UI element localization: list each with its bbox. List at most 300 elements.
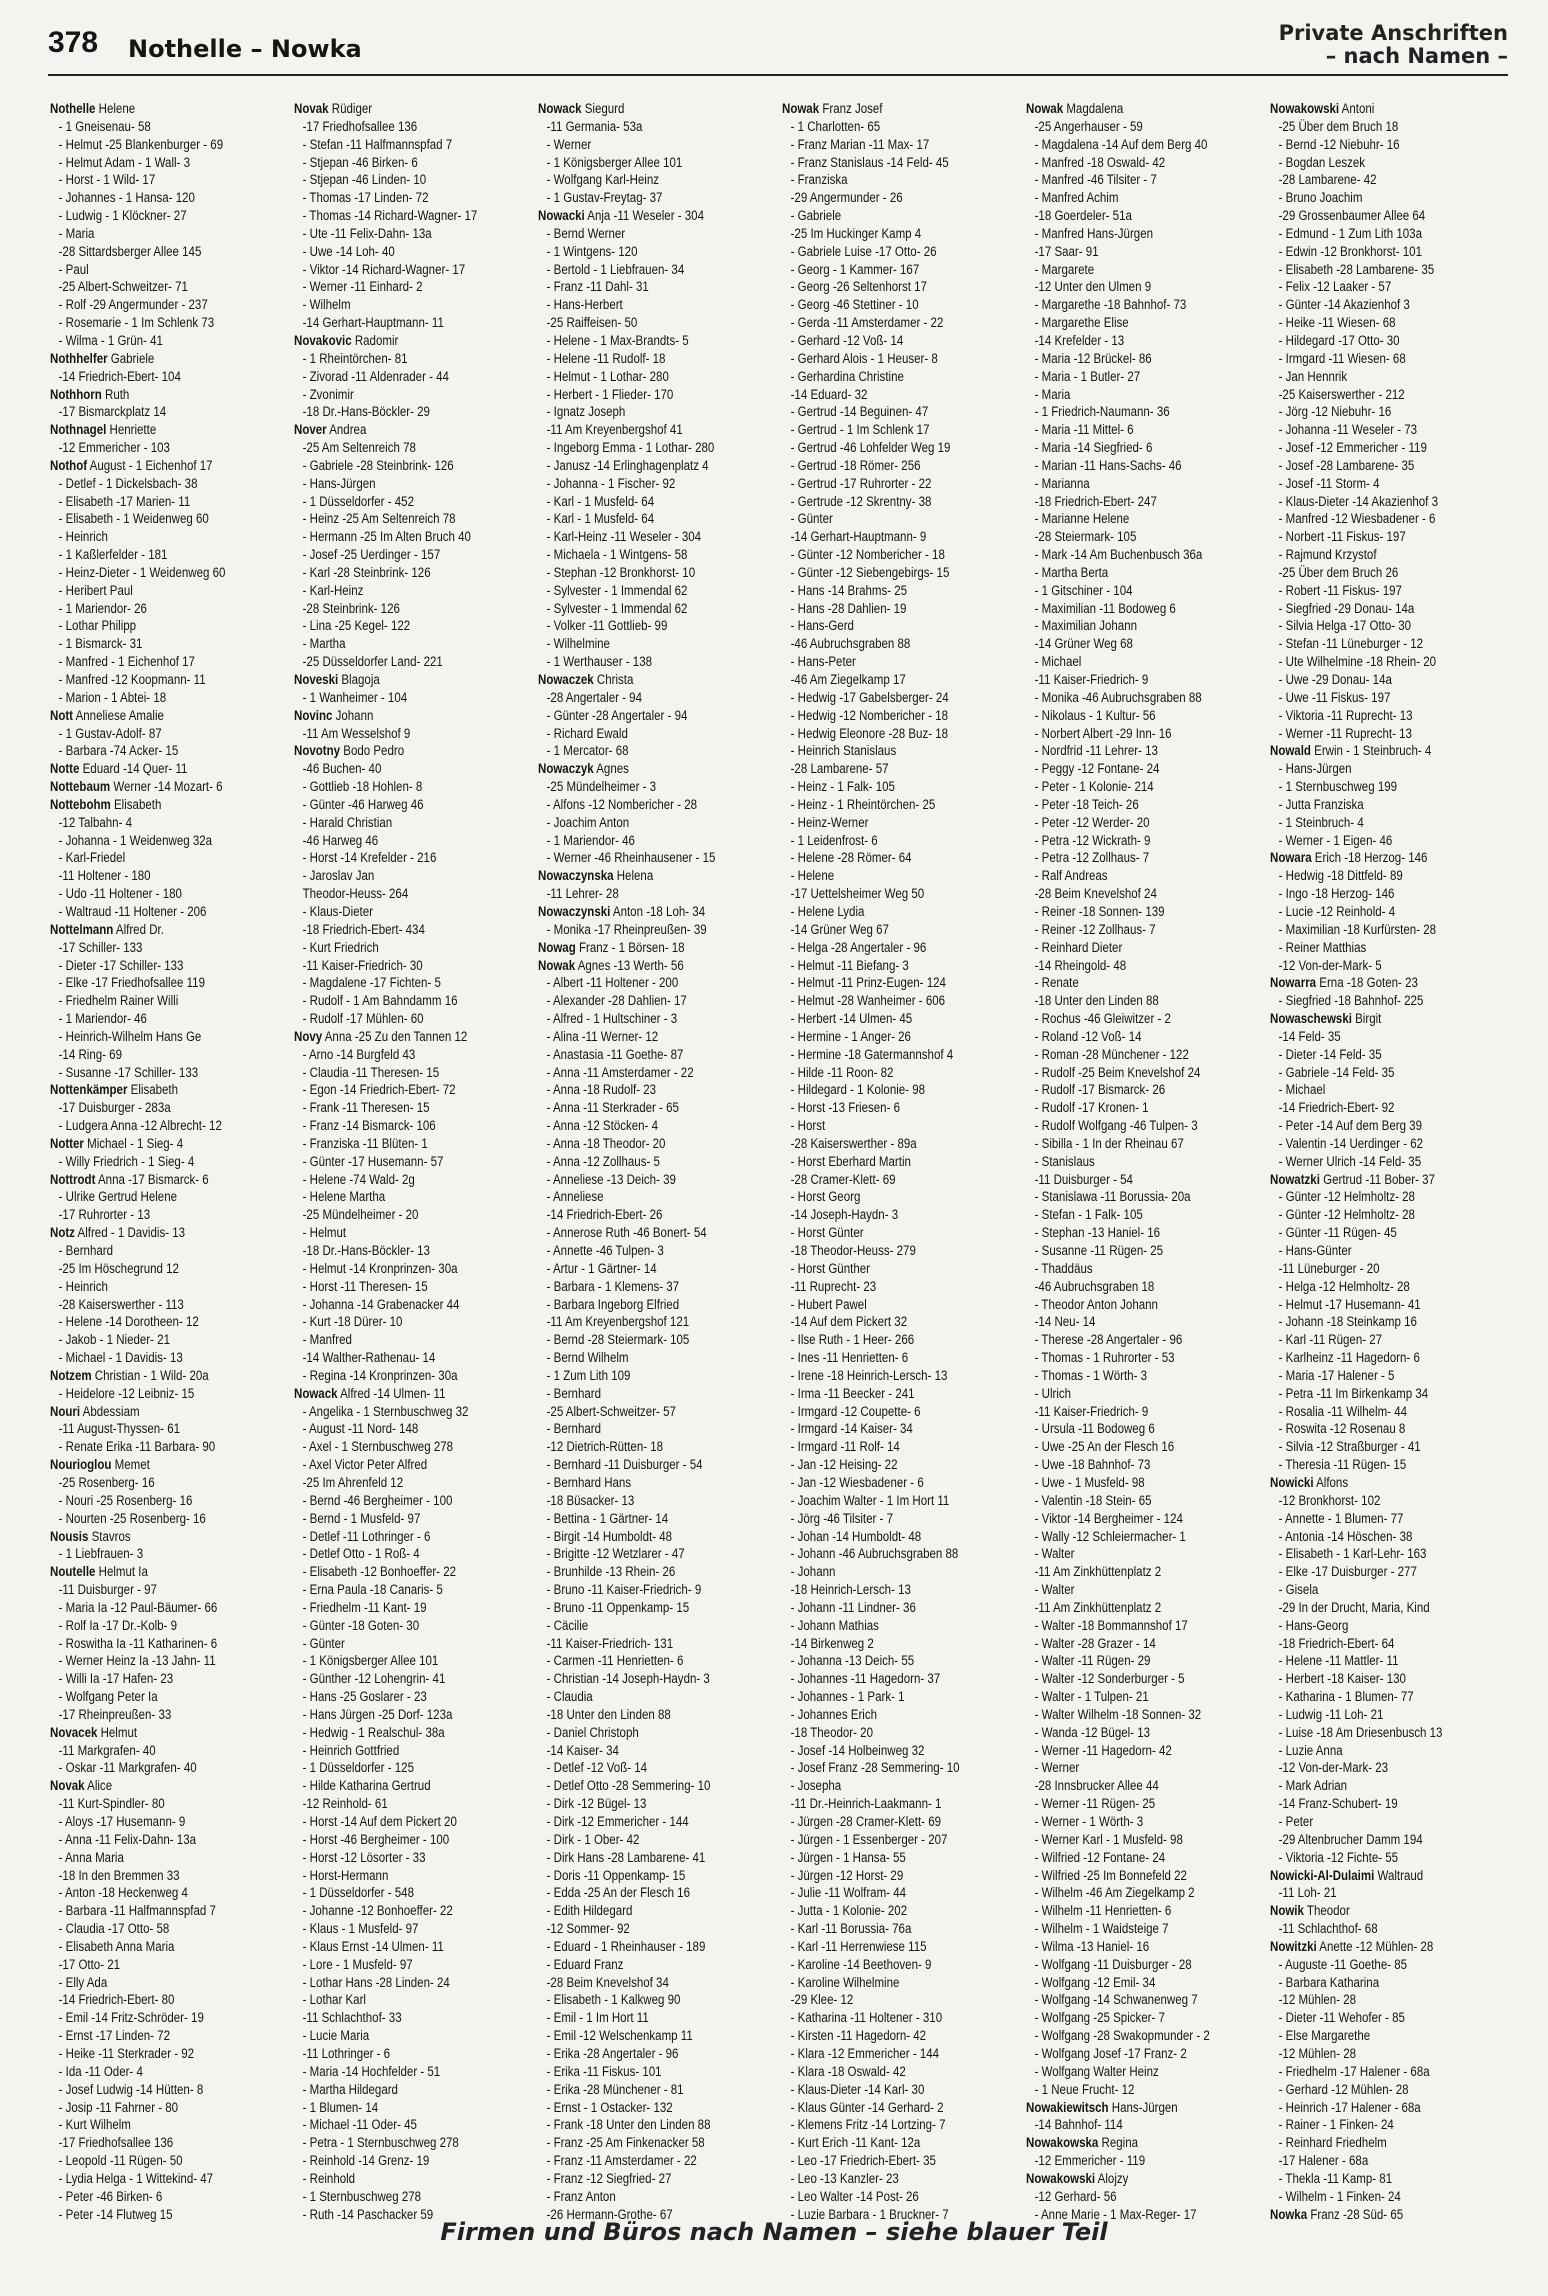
directory-subentry: - Leopold -11 Rügen- 50: [58, 2153, 183, 2169]
directory-subentry: -46 Buchen- 40: [302, 761, 382, 777]
directory-subentry: -14 Kaiser- 34: [546, 1742, 619, 1758]
directory-subentry: - Edith Hildegard: [546, 1903, 633, 1919]
directory-subentry: -18 Büsacker- 13: [546, 1492, 635, 1508]
directory-subentry: - Arno -14 Burgfeld 43: [302, 1046, 416, 1062]
directory-subentry: - Helene Lydia: [790, 903, 865, 919]
directory-subentry: - 1 Wanheimer - 104: [302, 689, 408, 705]
directory-subentry: - Johannes Erich: [790, 1706, 878, 1722]
directory-subentry: - Hildegard - 1 Kolonie- 98: [790, 1082, 926, 1098]
directory-subentry: - Emil - 1 Im Hort 11: [546, 2010, 649, 2026]
directory-subentry: - Karl -28 Steinbrink- 126: [302, 564, 431, 580]
directory-entry: [1270, 1867, 1468, 1885]
directory-subentry: -11 Dr.-Heinrich-Laakmann- 1: [790, 1796, 942, 1812]
directory-subentry: - Günter -18 Goten- 30: [302, 1617, 420, 1633]
column-2: [294, 100, 492, 2222]
directory-subentry: - Josepha: [790, 1778, 842, 1794]
directory-subentry: - 1 Blumen- 14: [302, 2099, 379, 2115]
directory-subentry: - Viktoria -11 Ruprecht- 13: [1278, 707, 1413, 723]
surname: Nowaczyk: [538, 761, 594, 777]
directory-subentry: -14 Birkenweg 2: [790, 1635, 874, 1651]
directory-subentry: - Helene: [790, 868, 835, 884]
directory-subentry: - Georg -46 Stettiner - 10: [790, 297, 919, 313]
directory-subentry: -12 Gerhard- 56: [1034, 2188, 1117, 2204]
directory-subentry: - Helene - 1 Max-Brandts- 5: [546, 332, 689, 348]
directory-subentry: - Peter -46 Birken- 6: [58, 2188, 163, 2204]
directory-subentry: - Karl - 1 Musfeld- 64: [546, 511, 655, 527]
directory-subentry: -12 Mühlen- 28: [1278, 2045, 1357, 2061]
directory-subentry: - Marianna: [1034, 475, 1090, 491]
directory-entry: [538, 671, 736, 689]
directory-subentry: -14 Franz-Schubert- 19: [1278, 1796, 1398, 1812]
directory-entry: [294, 742, 492, 760]
directory-subentry: - Richard Ewald: [546, 725, 628, 741]
directory-subentry: - Wolfgang -12 Emil- 34: [1034, 1974, 1156, 1990]
directory-subentry: - Helmut Adam - 1 Wall- 3: [58, 154, 191, 170]
directory-subentry: - Maria: [58, 225, 95, 241]
entry-details: Erich -18 Herzog- 146: [1311, 850, 1428, 866]
surname: Nowicki-Al-Dulaimi: [1270, 1867, 1375, 1883]
directory-subentry: - Brunhilde -13 Rhein- 26: [546, 1564, 676, 1580]
directory-subentry: - Horst -11 Theresen- 15: [302, 1278, 428, 1294]
directory-subentry: -28 Lambarene- 42: [1278, 172, 1377, 188]
directory-subentry: - Elisabeth - 1 Kalkweg 90: [546, 1992, 681, 2008]
directory-subentry: - Bruno -11 Kaiser-Friedrich- 9: [546, 1582, 702, 1598]
directory-subentry: - Herbert - 1 Flieder- 170: [546, 386, 674, 402]
directory-subentry: - Johann: [790, 1564, 836, 1580]
directory-subentry: - Manfred Hans-Jürgen: [1034, 225, 1154, 241]
directory-subentry: - Herbert -14 Ulmen- 45: [790, 1011, 913, 1027]
directory-subentry: - Luzie Anna: [1278, 1742, 1343, 1758]
directory-subentry: - Udo -11 Holtener - 180: [58, 886, 182, 902]
surname: Novakovic: [294, 332, 352, 348]
directory-subentry: -29 Angermunder - 26: [790, 190, 903, 206]
surname: Nouri: [50, 1403, 81, 1419]
directory-subentry: - Valentin -18 Stein- 65: [1034, 1492, 1152, 1508]
directory-subentry: -25 Albert-Schweitzer- 71: [58, 279, 188, 295]
directory-subentry: - Uwe -29 Donau- 14a: [1278, 672, 1392, 687]
directory-subentry: - Friedhelm Rainer Willi: [58, 993, 179, 1009]
directory-subentry: - Wolfgang Peter Ia: [58, 1689, 158, 1705]
directory-subentry: - Siegfried -18 Bahnhof- 225: [1278, 993, 1424, 1009]
entry-details: Regina: [1098, 2135, 1139, 2151]
directory-subentry: -18 In den Bremmen 33: [58, 1867, 180, 1883]
entry-details: Alfred Dr.: [113, 921, 164, 937]
directory-subentry: - 1 Charlotten- 65: [790, 118, 881, 134]
directory-subentry: - Edmund - 1 Zum Lith 103a: [1278, 225, 1422, 241]
directory-subentry: - Heinz - 1 Rheintörchen- 25: [790, 796, 936, 812]
directory-subentry: - Renate Erika -11 Barbara- 90: [58, 1439, 216, 1455]
directory-subentry: - Dirk Hans -28 Lambarene- 41: [546, 1849, 706, 1865]
directory-subentry: - Axel Victor Peter Alfred: [302, 1457, 428, 1473]
directory-subentry: - Helmut -28 Wanheimer - 606: [790, 993, 946, 1009]
directory-subentry: - Heinz-Werner: [790, 814, 869, 830]
directory-subentry: - Ingo -18 Herzog- 146: [1278, 886, 1395, 902]
directory-subentry: - Susanne -17 Schiller- 133: [58, 1064, 199, 1080]
directory-subentry: - 1 Friedrich-Naumann- 36: [1034, 404, 1170, 420]
directory-subentry: -14 Gerhart-Hauptmann- 11: [302, 315, 444, 331]
directory-subentry: - 1 Gustav-Adolf- 87: [58, 725, 162, 741]
directory-subentry: -17 Rheinpreußen- 33: [58, 1706, 172, 1722]
directory-subentry: - Roswitha Ia -11 Katharinen- 6: [58, 1635, 218, 1651]
directory-subentry: - Hans Jürgen -25 Dorf- 123a: [302, 1706, 453, 1722]
directory-subentry: - Kurt Wilhelm: [58, 2117, 131, 2133]
directory-subentry: - Gerhard Alois - 1 Heuser- 8: [790, 350, 938, 366]
directory-subentry: - Wally -12 Schleiermacher- 1: [1034, 1528, 1186, 1544]
directory-subentry: - Friedhelm -17 Halener - 68a: [1278, 2063, 1430, 2079]
directory-subentry: - Gabriele: [790, 208, 842, 224]
directory-entry: [50, 350, 248, 368]
surname: Novacek: [50, 1724, 98, 1740]
directory-subentry: - Walter: [1034, 1546, 1075, 1562]
directory-subentry: - Helene -74 Wald- 2g: [302, 1171, 415, 1187]
directory-subentry: - Hubert Pawel: [790, 1296, 867, 1312]
directory-subentry: - Magdalene -17 Fichten- 5: [302, 975, 441, 991]
directory-subentry: - Helene -28 Römer- 64: [790, 850, 912, 866]
directory-entry: [50, 1403, 248, 1421]
directory-subentry: - Werner -46 Rheinhausener - 15: [546, 850, 716, 866]
directory-subentry: - Bernhard: [58, 1243, 114, 1258]
directory-subentry: - Karl -11 Herrenwiese 115: [790, 1938, 927, 1954]
entry-details: Alfred -14 Ulmen- 11: [337, 1385, 446, 1401]
directory-subentry: - Rolf -29 Angermunder - 237: [58, 297, 208, 313]
directory-subentry: - Jutta - 1 Kolonie- 202: [790, 1903, 908, 1919]
directory-subentry: - Stefan - 1 Falk- 105: [1034, 1207, 1143, 1223]
directory-subentry: - Helene -14 Dorotheen- 12: [58, 1314, 199, 1330]
directory-subentry: - Johann -46 Aubruchsgraben 88: [790, 1546, 959, 1562]
directory-subentry: - Josef -11 Storm- 4: [1278, 475, 1380, 491]
directory-subentry: - Sylvester - 1 Immendal 62: [546, 600, 688, 616]
entry-details: Radomir: [351, 332, 399, 348]
directory-subentry: - Willy Friedrich - 1 Sieg- 4: [58, 1153, 195, 1169]
surname: Nover: [294, 422, 327, 438]
entry-details: Erwin - 1 Steinbruch- 4: [1310, 743, 1432, 759]
directory-subentry: - Helmut -11 Prinz-Eugen- 124: [790, 975, 946, 991]
directory-subentry: - Monika -17 Rheinpreußen- 39: [546, 921, 707, 937]
directory-subentry: - Viktor -14 Bergheimer - 124: [1034, 1510, 1183, 1526]
directory-subentry: -11 Kaiser-Friedrich- 9: [1034, 1403, 1149, 1419]
entry-details: Henriette: [106, 422, 157, 438]
directory-subentry: -46 Aubruchsgraben 88: [790, 636, 911, 652]
directory-subentry: - Wilhelm -11 Henrietten- 6: [1034, 1903, 1172, 1919]
directory-subentry: - Werner Heinz Ia -13 Jahn- 11: [58, 1653, 216, 1669]
directory-subentry: - Manfred -12 Koopmann- 11: [58, 672, 206, 687]
directory-entry: [50, 1724, 248, 1742]
directory-subentry: - Detlef Otto - 1 Roß- 4: [302, 1546, 420, 1562]
directory-subentry: - August -11 Nord- 148: [302, 1421, 419, 1437]
directory-subentry: - Günther -12 Lohengrin- 41: [302, 1671, 446, 1687]
directory-subentry: - Rudolf -17 Bismarck- 26: [1034, 1082, 1166, 1098]
directory-entry: [538, 903, 736, 921]
surname: Noutelle: [50, 1564, 96, 1580]
directory-subentry: - Maria -14 Hochfelder - 51: [302, 2063, 441, 2079]
directory-subentry: - Paul: [58, 261, 89, 277]
directory-subentry: - Wilhelm -46 Am Ziegelkamp 2: [1034, 1885, 1195, 1901]
directory-subentry: - Ida -11 Oder- 4: [58, 2063, 143, 2079]
directory-subentry: - Michael: [1034, 654, 1082, 670]
directory-subentry: - Gerda -11 Amsterdamer - 22: [790, 315, 944, 331]
directory-subentry: - Günter -12 Siebengebirgs- 15: [790, 564, 950, 580]
directory-subentry: - Birgit -14 Humboldt- 48: [546, 1528, 673, 1544]
directory-subentry: - Karl-Friedel: [58, 850, 126, 866]
directory-subentry: - Michael: [1278, 1082, 1326, 1098]
directory-subentry: - Erika -11 Fiskus- 101: [546, 2063, 662, 2079]
directory-subentry: - Silvia Helga -17 Otto- 30: [1278, 618, 1412, 634]
directory-subentry: -29 Klee- 12: [790, 1992, 854, 2008]
directory-subentry: - Werner - 1 Wörth- 3: [1034, 1814, 1144, 1829]
directory-subentry: - Viktor -14 Richard-Wagner- 17: [302, 261, 466, 277]
directory-subentry: - Maria -12 Brückel- 86: [1034, 350, 1152, 366]
directory-subentry: - Uwe -18 Bahnhof- 73: [1034, 1457, 1151, 1473]
directory-subentry: - 1 Mariendor- 26: [58, 600, 147, 616]
entry-details: Anton -18 Loh- 34: [610, 903, 706, 919]
directory-subentry: - Anna -12 Stöcken- 4: [546, 1118, 658, 1134]
directory-subentry: - 1 Sternbuschweg 278: [302, 2188, 422, 2204]
directory-subentry: - Irmgard -14 Kaiser- 34: [790, 1421, 913, 1437]
directory-subentry: - Maximilian -18 Kurfürsten- 28: [1278, 921, 1437, 937]
directory-subentry: - Reinhard Dieter: [1034, 939, 1123, 955]
directory-subentry: - Heinz -25 Am Seltenreich 78: [302, 511, 456, 527]
directory-subentry: - 1 Düsseldorfer - 548: [302, 1885, 414, 1901]
directory-subentry: - Hedwig -12 Nombericher - 18: [790, 707, 949, 723]
directory-subentry: - Annerose Ruth -46 Bonert- 54: [546, 1225, 707, 1241]
directory-subentry: - Mark -14 Am Buchenbusch 36a: [1034, 547, 1203, 563]
directory-subentry: - Martha Berta: [1034, 564, 1109, 580]
directory-subentry: - Rajmund Krzystof: [1278, 547, 1377, 563]
directory-subentry: - Anna -18 Theodor- 20: [546, 1135, 666, 1151]
entry-details: Abdessiam: [80, 1403, 140, 1419]
directory-subentry: - Lina -25 Kegel- 122: [302, 618, 411, 634]
directory-subentry: -28 Lambarene- 57: [790, 761, 889, 777]
directory-subentry: - Sylvester - 1 Immendal 62: [546, 582, 688, 598]
surname: Novinc: [294, 707, 333, 723]
directory-subentry: - Horst - 1 Wild- 17: [58, 172, 156, 188]
section-title-line1: Private Anschriften: [1278, 21, 1508, 45]
directory-subentry: - Dieter -14 Feld- 35: [1278, 1046, 1382, 1062]
directory-subentry: -12 Bronkhorst- 102: [1278, 1492, 1381, 1508]
surname: Novak: [50, 1778, 85, 1794]
directory-subentry: - Stanislawa -11 Borussia- 20a: [1034, 1189, 1191, 1205]
directory-subentry: - Bruno -11 Oppenkamp- 15: [546, 1599, 690, 1615]
directory-subentry: -11 Am Zinkhüttenplatz 2: [1034, 1599, 1162, 1615]
directory-subentry: - Herbert -18 Kaiser- 130: [1278, 1671, 1406, 1687]
surname: Nowakowski: [1270, 101, 1340, 116]
directory-subentry: - Anton -18 Heckenweg 4: [58, 1885, 188, 1901]
directory-subentry: - Horst: [790, 1118, 826, 1134]
directory-subentry: - Stephan -13 Haniel- 16: [1034, 1225, 1161, 1241]
surname: Nousis: [50, 1528, 89, 1544]
directory-subentry: - Norbert Albert -29 Inn- 16: [1034, 725, 1172, 741]
directory-subentry: - Willi Ia -17 Hafen- 23: [58, 1671, 174, 1687]
directory-subentry: - Uwe -11 Fiskus- 197: [1278, 689, 1391, 705]
directory-subentry: - Erika -28 Angertaler - 96: [546, 2045, 679, 2061]
directory-subentry: - Peter: [1278, 1814, 1314, 1829]
directory-subentry: -18 Unter den Linden 88: [546, 1706, 671, 1722]
directory-subentry: - Heinrich-Wilhelm Hans Ge: [58, 1028, 202, 1044]
directory-subentry: - Manfred - 1 Eichenhof 17: [58, 654, 195, 670]
directory-subentry: - Elke -17 Friedhofsallee 119: [58, 975, 205, 991]
directory-subentry: -14 Friedrich-Ebert- 80: [58, 1992, 175, 2008]
directory-subentry: - Roswita -12 Rosenau 8: [1278, 1421, 1406, 1437]
directory-subentry: - Stefan -11 Lüneburger - 12: [1278, 636, 1424, 652]
directory-subentry: - Bernhard Hans: [546, 1474, 632, 1490]
directory-subentry: - Maria -14 Siegfried- 6: [1034, 440, 1153, 456]
directory-entry: [1026, 2134, 1224, 2152]
surname: Nowaczynski: [538, 903, 611, 919]
directory-subentry: - Erna Paula -18 Canaris- 5: [302, 1582, 443, 1598]
directory-subentry: - Reiner Matthias: [1278, 939, 1367, 955]
directory-subentry: - Doris -11 Oppenkamp- 15: [546, 1867, 686, 1883]
entry-details: Christian - 1 Wild- 20a: [91, 1367, 209, 1383]
surname: Nowik: [1270, 1903, 1304, 1919]
surname: Nothhorn: [50, 386, 102, 402]
page-number: 378: [48, 26, 99, 59]
directory-subentry: - Helga -12 Helmholtz- 28: [1278, 1278, 1410, 1294]
directory-subentry: - Viktoria -12 Fichte- 55: [1278, 1849, 1399, 1865]
directory-subentry: -14 Auf dem Pickert 32: [790, 1314, 908, 1330]
directory-subentry: - Leo Walter -14 Post- 26: [790, 2188, 919, 2204]
directory-subentry: - Manfred -46 Tilsiter - 7: [1034, 172, 1157, 188]
directory-subentry: - Georg - 1 Kammer- 167: [790, 261, 920, 277]
directory-subentry: - Gertrud -18 Römer- 256: [790, 457, 921, 473]
directory-subentry: - Thaddäus: [1034, 1260, 1093, 1276]
directory-subentry: - Ines -11 Henrietten- 6: [790, 1350, 909, 1366]
directory-subentry: - Johannes - 1 Hansa- 120: [58, 190, 195, 206]
surname: Nowaczek: [538, 672, 594, 687]
directory-subentry: -25 Raiffeisen- 50: [546, 315, 638, 331]
directory-subentry: - 1 Gustav-Freytag- 37: [546, 190, 663, 206]
directory-subentry: - Joachim Anton: [546, 814, 630, 830]
directory-entry: [1026, 100, 1224, 118]
directory-subentry: -14 Grüner Weg 68: [1034, 636, 1133, 652]
directory-subentry: - Gerhard -12 Voß- 14: [790, 332, 904, 348]
directory-subentry: -28 Beim Knevelshof 24: [1034, 886, 1157, 902]
column-1: [50, 100, 248, 2222]
directory-subentry: - Werner -11 Ruprecht- 13: [1278, 725, 1412, 741]
directory-subentry: - Lucie Maria: [302, 2028, 370, 2044]
entry-details: Anna -25 Zu den Tannen 12: [322, 1028, 468, 1044]
surname: Notzem: [50, 1367, 92, 1383]
directory-subentry: - Nikolaus - 1 Kultur- 56: [1034, 707, 1156, 723]
directory-subentry: -17 Friedhofsallee 136: [302, 118, 418, 134]
directory-entry: [538, 207, 736, 225]
directory-subentry: - Franz -14 Bismarck- 106: [302, 1118, 436, 1134]
entry-details: Anja -11 Weseler - 304: [584, 208, 705, 224]
directory-subentry: - Hedwig -18 Dittfeld- 89: [1278, 868, 1403, 884]
directory-subentry: -11 Holtener - 180: [58, 868, 151, 884]
directory-subentry: - Franz -25 Am Finkenacker 58: [546, 2135, 705, 2151]
directory-subentry: -28 Innsbrucker Allee 44: [1034, 1778, 1159, 1794]
directory-subentry: -25 Angerhauser - 59: [1034, 118, 1143, 134]
directory-subentry: - Edda -25 An der Flesch 16: [546, 1885, 691, 1901]
directory-subentry: - Harald Christian: [302, 814, 393, 830]
surname: Novy: [294, 1028, 323, 1044]
directory-subentry: - Thomas -14 Richard-Wagner- 17: [302, 208, 478, 224]
directory-entry: [294, 100, 492, 118]
surname: Notter: [50, 1135, 84, 1151]
directory-subentry: - Anneliese: [546, 1189, 604, 1205]
directory-subentry: - 1 Wintgens- 120: [546, 243, 638, 259]
directory-subentry: - Jan Hennrik: [1278, 368, 1348, 384]
directory-subentry: Theodor-Heuss- 264: [302, 886, 409, 902]
directory-subentry: - Johann -18 Steinkamp 16: [1278, 1314, 1417, 1330]
surname: Nowak: [538, 957, 576, 973]
directory-subentry: -11 Am Kreyenbergshof 41: [546, 422, 683, 438]
directory-subentry: - Ulrike Gertrud Helene: [58, 1189, 178, 1205]
directory-subentry: - Daniel Christoph: [546, 1724, 639, 1740]
surname: Nowka: [1270, 2206, 1308, 2222]
directory-entry: [782, 100, 980, 118]
directory-subentry: - Heinz - 1 Falk- 105: [790, 779, 895, 795]
directory-subentry: - Werner Ulrich -14 Feld- 35: [1278, 1153, 1422, 1169]
directory-subentry: - Walter - 1 Tulpen- 21: [1034, 1689, 1149, 1705]
directory-subentry: - Klaus-Dieter: [302, 903, 373, 919]
directory-subentry: - Walter Wilhelm -18 Sonnen- 32: [1034, 1706, 1202, 1722]
column-5: [1026, 100, 1224, 2222]
directory-subentry: - Johannes - 1 Park- 1: [790, 1689, 905, 1705]
directory-subentry: - Heribert Paul: [58, 582, 133, 598]
entry-details: Bodo Pedro: [340, 743, 405, 759]
directory-subentry: - Ursula -11 Bodoweg 6: [1034, 1421, 1155, 1437]
directory-subentry: -11 Kurt-Spindler- 80: [58, 1796, 165, 1812]
entry-details: Memet: [111, 1457, 150, 1473]
directory-subentry: - Detlef Otto -28 Semmering- 10: [546, 1778, 711, 1794]
directory-subentry: - Edwin -12 Bronkhorst- 101: [1278, 243, 1422, 259]
directory-subentry: - Ernst -17 Linden- 72: [58, 2028, 170, 2044]
directory-subentry: - Detlef -12 Voß- 14: [546, 1760, 648, 1776]
directory-subentry: - Emil -14 Fritz-Schröder- 19: [58, 2010, 204, 2026]
directory-columns: [50, 100, 1510, 2222]
directory-subentry: - Valentin -14 Uerdinger - 62: [1278, 1135, 1424, 1151]
entry-details: Elisabeth: [110, 796, 162, 812]
directory-subentry: -11 Schlachthof- 33: [302, 2010, 402, 2026]
directory-entry: [538, 957, 736, 975]
directory-subentry: - Manfred: [302, 1332, 352, 1348]
directory-subentry: - Eduard Franz: [546, 1956, 624, 1972]
directory-subentry: - Roman -28 Münchener - 122: [1034, 1046, 1189, 1062]
directory-subentry: - Kurt -18 Dürer- 10: [302, 1314, 403, 1330]
directory-subentry: -17 Halener - 68a: [1278, 2153, 1369, 2169]
directory-subentry: - Günter -28 Angertaler - 94: [546, 707, 688, 723]
directory-subentry: - Katharina -11 Holtener - 310: [790, 2010, 943, 2026]
directory-subentry: - 1 Königsberger Allee 101: [302, 1653, 439, 1669]
directory-subentry: - Klaus - 1 Musfeld- 97: [302, 1921, 419, 1937]
directory-subentry: - Norbert -11 Fiskus- 197: [1278, 529, 1406, 545]
directory-subentry: - Thomas -17 Linden- 72: [302, 190, 429, 206]
directory-subentry: - Claudia -17 Otto- 58: [58, 1921, 170, 1937]
directory-subentry: - Anna -11 Felix-Dahn- 13a: [58, 1831, 197, 1847]
directory-subentry: - Hilde -11 Roon- 82: [790, 1064, 894, 1080]
directory-subentry: - 1 Düsseldorfer - 125: [302, 1760, 414, 1776]
directory-subentry: - Klara -18 Oswald- 42: [790, 2063, 906, 2079]
directory-subentry: -28 Beim Knevelshof 34: [546, 1974, 669, 1990]
directory-entry: [294, 332, 492, 350]
directory-subentry: - Jutta Franziska: [1278, 796, 1364, 812]
directory-subentry: - Jan -12 Wiesbadener - 6: [790, 1474, 924, 1490]
directory-subentry: - Gertrud - 1 Im Schlenk 17: [790, 422, 930, 438]
directory-subentry: - Waltraud -11 Holtener - 206: [58, 903, 207, 919]
directory-subentry: -12 Reinhold- 61: [302, 1796, 388, 1812]
directory-subentry: - Peter -14 Auf dem Berg 39: [1278, 1118, 1422, 1134]
directory-subentry: - Michael - 1 Davidis- 13: [58, 1350, 183, 1366]
directory-subentry: - Eduard - 1 Rheinhauser - 189: [546, 1938, 706, 1954]
surname: Nowatzki: [1270, 1171, 1320, 1187]
directory-subentry: - Johan -14 Humboldt- 48: [790, 1528, 922, 1544]
surname: Nowak: [1026, 101, 1064, 116]
directory-subentry: -11 Kaiser-Friedrich- 131: [546, 1635, 674, 1651]
directory-subentry: - Roland -12 Voß- 14: [1034, 1028, 1142, 1044]
directory-subentry: -14 Krefelder - 13: [1034, 332, 1125, 348]
directory-subentry: - Irma -11 Beecker - 241: [790, 1385, 915, 1401]
